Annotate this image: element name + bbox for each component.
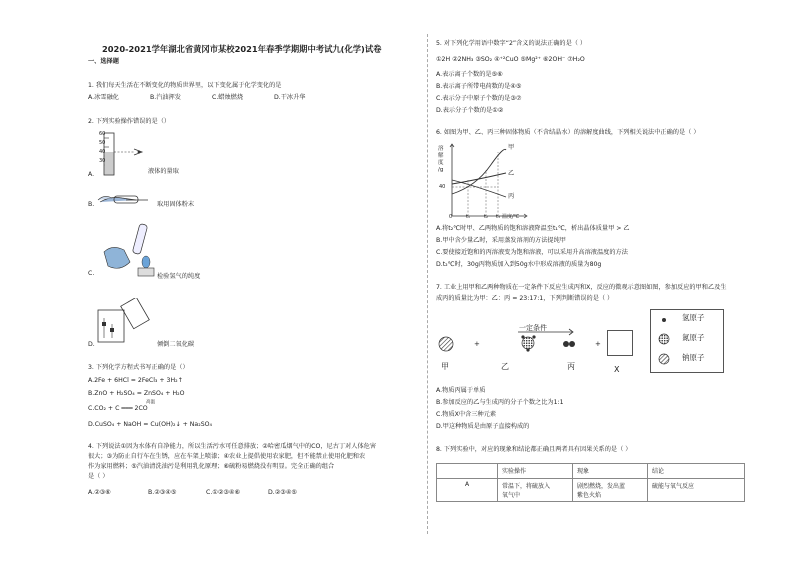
solubility-curve-figure	[436, 140, 531, 222]
sodium-atom-icon	[659, 354, 669, 364]
q6-xtick-t1: t₁	[466, 214, 470, 220]
q5-option-c: C.表示分子中原子个数的是③⑦	[436, 95, 522, 102]
header-cell: 现象	[573, 464, 648, 479]
plus-sign-1: +	[474, 340, 480, 348]
table-header-row	[437, 464, 745, 479]
q5-option-b: B.表示离子所带电荷数的是④⑤	[436, 83, 522, 90]
q4-option-d: D.②③④⑤	[268, 489, 297, 496]
reaction-condition: 一定条件	[519, 324, 547, 332]
legend-sodium: 钠原子	[682, 353, 705, 362]
q1-option-d: D.干冰升华	[274, 94, 306, 101]
column-divider	[427, 34, 428, 534]
q4-option-c: C.①②③④⑥	[206, 489, 241, 496]
q4-line-2: 很大；③为防止自行车在生锈，应在车架上喷漆；④农业上提倡使用农家肥，但不能禁止使用化肥和农	[88, 453, 366, 460]
q6-curve-bing: 丙	[508, 193, 515, 200]
q6-xtick-t2: t₂	[484, 214, 488, 220]
row-phenomenon: 剧烈燃烧，发出蓝 紫色火焰	[573, 479, 648, 502]
q2-option-d: D.	[88, 341, 95, 348]
tick-50: 50	[99, 140, 106, 146]
q4-option-b: B.②③④⑤	[148, 489, 177, 496]
q3-option-c: C.CO₂ + C ═══ 2CO	[88, 405, 148, 412]
q2-option-a: A.	[88, 171, 95, 178]
q7-option-b: B.参加反应的乙与生成丙的分子个数之比为1:1	[436, 399, 564, 406]
q2-caption-c: 检验氢气的纯度	[157, 273, 201, 280]
header-cell	[437, 464, 498, 479]
q6-curve-jia: 甲	[508, 144, 515, 151]
q6-ylabel-3: 度	[438, 160, 444, 166]
label-bing: 丙	[567, 362, 575, 371]
q5-stem: 5. 对下列化学用语中数字“2”含义的说法正确的是（ ）	[436, 40, 587, 47]
product-x-box	[607, 330, 633, 356]
hydrogen-purity-figure	[96, 222, 158, 280]
q1-option-c: C.蜡烛燃烧	[212, 94, 244, 101]
q8-table	[436, 463, 745, 502]
q3-option-b: B.ZnO + H₂SO₄ = ZnSO₄ + H₂O	[88, 390, 185, 397]
q5-option-d: D.表示分子个数的是①②	[436, 107, 504, 114]
q3-reaction-condition: 高温	[146, 400, 155, 405]
q5-option-a: A.表示离子个数的是⑤⑥	[436, 71, 503, 78]
q2-option-b: B.	[88, 201, 95, 208]
q2-option-c: C.	[88, 270, 95, 277]
tick-40: 40	[99, 149, 106, 155]
q7-option-a: A.物质丙属于单质	[436, 387, 486, 394]
q3-option-d: D.CuSO₄ + NaOH = Cu(OH)₂↓ + Na₂SO₄	[88, 421, 212, 428]
label-jia: 甲	[441, 362, 449, 371]
q6-ylabel-4: /g	[438, 167, 444, 173]
q4-line-1: 4. 下列说法①因为水体有自净能力，所以生活污水可任意排放；②哈密瓜烟气中的CO，尼古丁对人体危害	[88, 443, 377, 450]
q1-option-b: B.汽油挥发	[150, 94, 181, 101]
plus-sign-2: +	[595, 340, 601, 348]
q6-option-b: B.甲中含少量乙时，采用蒸发溶剂的方法提纯甲	[436, 237, 566, 244]
q7-line-2: 成丙的质量比为甲：乙：丙 = 23:17:1，下列判断错误的是（ ）	[436, 295, 614, 302]
q3-stem: 3. 下列化学方程式书写正确的是（）	[88, 364, 189, 371]
q2-caption-b: 取用固体粉末	[157, 201, 195, 208]
header-cell: 实验操作	[498, 464, 573, 479]
pouring-co2-figure	[96, 298, 156, 346]
q2-caption-a: 液体的量取	[148, 168, 179, 175]
test-tube-powder-figure	[96, 190, 151, 212]
section-heading: 一、选择题	[88, 58, 119, 65]
q7-option-c: C.物质X中含三种元素	[436, 411, 497, 418]
q6-xtick-t3: t₃	[496, 214, 500, 220]
q4-line-4: 是（ ）	[88, 473, 109, 480]
legend-hydrogen: 氢原子	[682, 313, 705, 322]
q6-ylabel-2: 解	[438, 153, 444, 159]
q6-option-c: C.要使接近饱和的丙溶液变为饱和溶液，可以采用升高溶液温度的方法	[436, 249, 628, 256]
q4-line-3: 作为家用燃料；⑤汽油清洗油污是利用乳化原理；⑥硫粉易燃烧没有明显。完全正确的组合	[88, 463, 335, 470]
header-cell: 结论	[648, 464, 745, 479]
q8-stem: 8. 下列实验中，对应的现象和结论都正确且两者具有因果关系的是（ ）	[436, 446, 632, 453]
tick-60: 60	[99, 131, 106, 137]
legend-atom-icons	[656, 312, 672, 370]
row-label: A	[437, 479, 498, 502]
q1-option-a: A.冰雪融化	[88, 94, 119, 101]
q6-curve-yi: 乙	[508, 170, 515, 177]
q6-option-d: D.t₂℃时，30g丙物质加入到50g水中形成溶液的质量为80g	[436, 261, 602, 268]
legend-nitrogen: 氮原子	[682, 333, 705, 342]
q6-ytick-40: 40	[439, 184, 446, 190]
q5-items: ①2H ②2NH₃ ③SO₂ ④⁺²CuO ⑤Mg²⁺ ⑥2OH⁻ ⑦H₂O	[436, 56, 585, 63]
hydrogen-atom-icon	[662, 318, 666, 322]
q4-option-a: A.②③⑥	[88, 489, 111, 496]
q6-stem: 6. 如图为甲、乙、丙三种固体物质（不含结晶水）的溶解度曲线，下列相关说法中正确的是（ ）	[436, 129, 700, 136]
row-conclusion: 硫能与氧气反应	[648, 479, 745, 502]
tick-30: 30	[99, 158, 106, 164]
q2-stem: 2. 下列实验操作错误的是（）	[88, 118, 171, 125]
table-row	[437, 479, 745, 502]
nitrogen-atom-icon	[659, 334, 669, 344]
exam-title: 2020-2021学年湖北省黄冈市某校2021年春季学期期中考试九(化学)试卷	[102, 44, 382, 54]
q6-option-a: A.将t₂℃时甲、乙两物质的饱和溶液降温至t₁℃，析出晶体质量甲 > 乙	[436, 225, 630, 232]
label-yi: 乙	[501, 362, 509, 371]
q6-xlabel: 温度/℃	[502, 214, 520, 220]
row-operation: 常温下，将硫放入 氧气中	[498, 479, 573, 502]
label-x: X	[614, 365, 620, 374]
q3-option-a: A.2Fe + 6HCl = 2FeCl₃ + 3H₂↑	[88, 377, 183, 384]
q1-stem: 1. 我们每天生活在不断变化的物质世界里，以下变化属于化学变化的是	[88, 82, 282, 89]
q6-xtick-0: 0	[449, 214, 453, 220]
q6-ylabel-1: 溶	[438, 146, 444, 152]
q7-option-d: D.甲这种物质是由原子直接构成的	[436, 423, 530, 430]
q2-caption-d: 倾倒二氧化碳	[157, 341, 195, 348]
q7-line-1: 7. 工业上用甲和乙两种物质在一定条件下反应生成丙和X，反应的微观示意图如图，参加反应的甲和乙及生	[436, 284, 727, 291]
